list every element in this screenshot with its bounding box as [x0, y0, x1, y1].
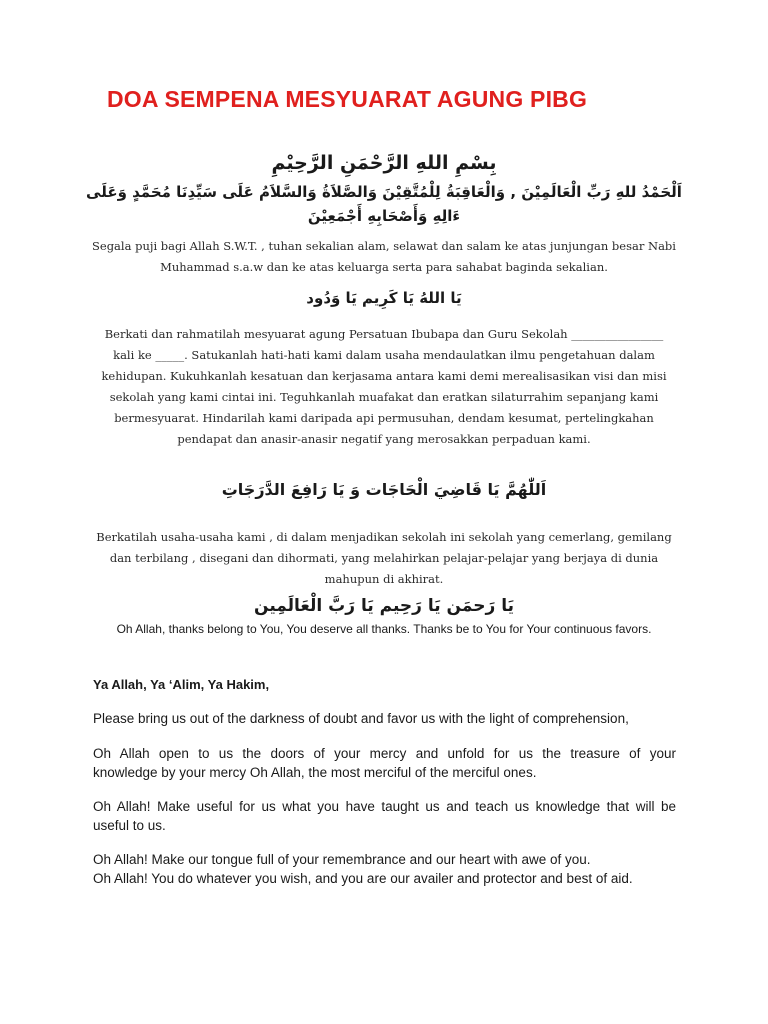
arabic-hamd: اَلْحَمْدُ للهِ رَبِّ الْعَالَمِيْنَ , وَالْعَاقِبَةُ لِلْمُتَّقِيْنَ وَالصَّلاَةُ وَالسَّلاَمُ عَلَى سَيِّدِنَا مُحَمَّدٍ وَعَلَى ءَالِهِ وَأَصْحَابِهِ أَجْمَعِيْنَ	[86, 183, 682, 225]
text-line: useful to us.	[93, 818, 166, 833]
text-line: Berkati dan rahmatilah mesyuarat agung Persatuan Ibubapa dan Guru Sekolah ________________	[104, 327, 664, 341]
arabic-ya-rahman: يَا رَحمَن يَا رَحِيم يَا رَبَّ الْعَالَمِين	[254, 596, 514, 616]
ya-allah-heading: Ya Allah, Ya ‘Alim, Ya Hakim,	[93, 677, 270, 692]
text-line: mahupun di akhirat.	[324, 572, 444, 586]
english-paragraph-1	[93, 709, 676, 728]
text-line: kehidupan. Kukuhkanlah kesatuan dan kerjasama antara kami demi merealisasikan visi dan misi	[101, 369, 667, 383]
text-line: Berkatilah usaha-usaha kami , di dalam menjadikan sekolah ini sekolah yang cemerlang, gemilang	[96, 530, 672, 544]
text-line: knowledge by your mercy Oh Allah, the most merciful of the merciful ones.	[93, 765, 537, 780]
malay-paragraph-meeting	[60, 324, 708, 450]
arabic-ya-allah: يَا اللهُ يَا كَرِيم يَا وَدُود	[306, 289, 462, 307]
arabic-basmala: بِسْمِ اللهِ الرَّحْمَنِ الرَّحِيْمِ	[271, 152, 497, 174]
text-line: Oh Allah! Make our tongue full of your remembrance and our heart with awe of you.	[93, 852, 591, 867]
text-line: Oh Allah open to us the doors of your mercy and unfold for us the treasure of your	[93, 746, 676, 761]
english-paragraph-4	[93, 850, 676, 888]
text-line: Please bring us out of the darkness of doubt and favor us with the light of comprehension,	[93, 711, 629, 726]
english-paragraph-3	[93, 797, 676, 835]
text-line: dan terbilang , disegani dan dihormati, yang melahirkan pelajar-pelajar yang berjaya di dunia	[109, 551, 659, 565]
thanks-line: Oh Allah, thanks belong to You, You deserve all thanks. Thanks be to You for Your continuous favors.	[116, 622, 652, 636]
malay-paragraph-praise	[60, 236, 708, 278]
text-line: sekolah yang kami cintai ini. Teguhkanlah muafakat dan eratkan silaturrahim sepanjang kami	[109, 390, 659, 404]
text-line: Oh Allah! Make useful for us what you have taught us and teach us knowledge that will be	[93, 799, 676, 814]
text-line: Oh Allah! You do whatever you wish, and you are our availer and protector and best of aid.	[93, 871, 633, 886]
text-line: pendapat dan anasir-anasir negatif yang merosakkan perpaduan kami.	[177, 432, 591, 446]
document-title: DOA SEMPENA MESYUARAT AGUNG PIBG	[107, 86, 588, 112]
text-line: kali ke _____. Satukanlah hati-hati kami dalam usaha mendaulatkan ilmu pengetahuan dalam	[113, 348, 655, 362]
malay-paragraph-blessing	[60, 527, 708, 590]
text-line: Segala puji bagi Allah S.W.T. , tuhan sekalian alam, selawat dan salam ke atas junjungan besar Nabi	[92, 239, 676, 253]
arabic-allahumma: اَللّٰهُمَّ يَا قَاضِيَ الْحَاجَات وَ يَا رَافِعَ الدَّرَجَاتِ	[221, 480, 547, 499]
english-paragraph-2	[93, 744, 676, 782]
text-line: bermesyuarat. Hindarilah kami daripada api permusuhan, dendam kesumat, pertelingkahan	[114, 411, 654, 425]
text-line: Muhammad s.a.w dan ke atas keluarga serta para sahabat baginda sekalian.	[160, 260, 608, 274]
